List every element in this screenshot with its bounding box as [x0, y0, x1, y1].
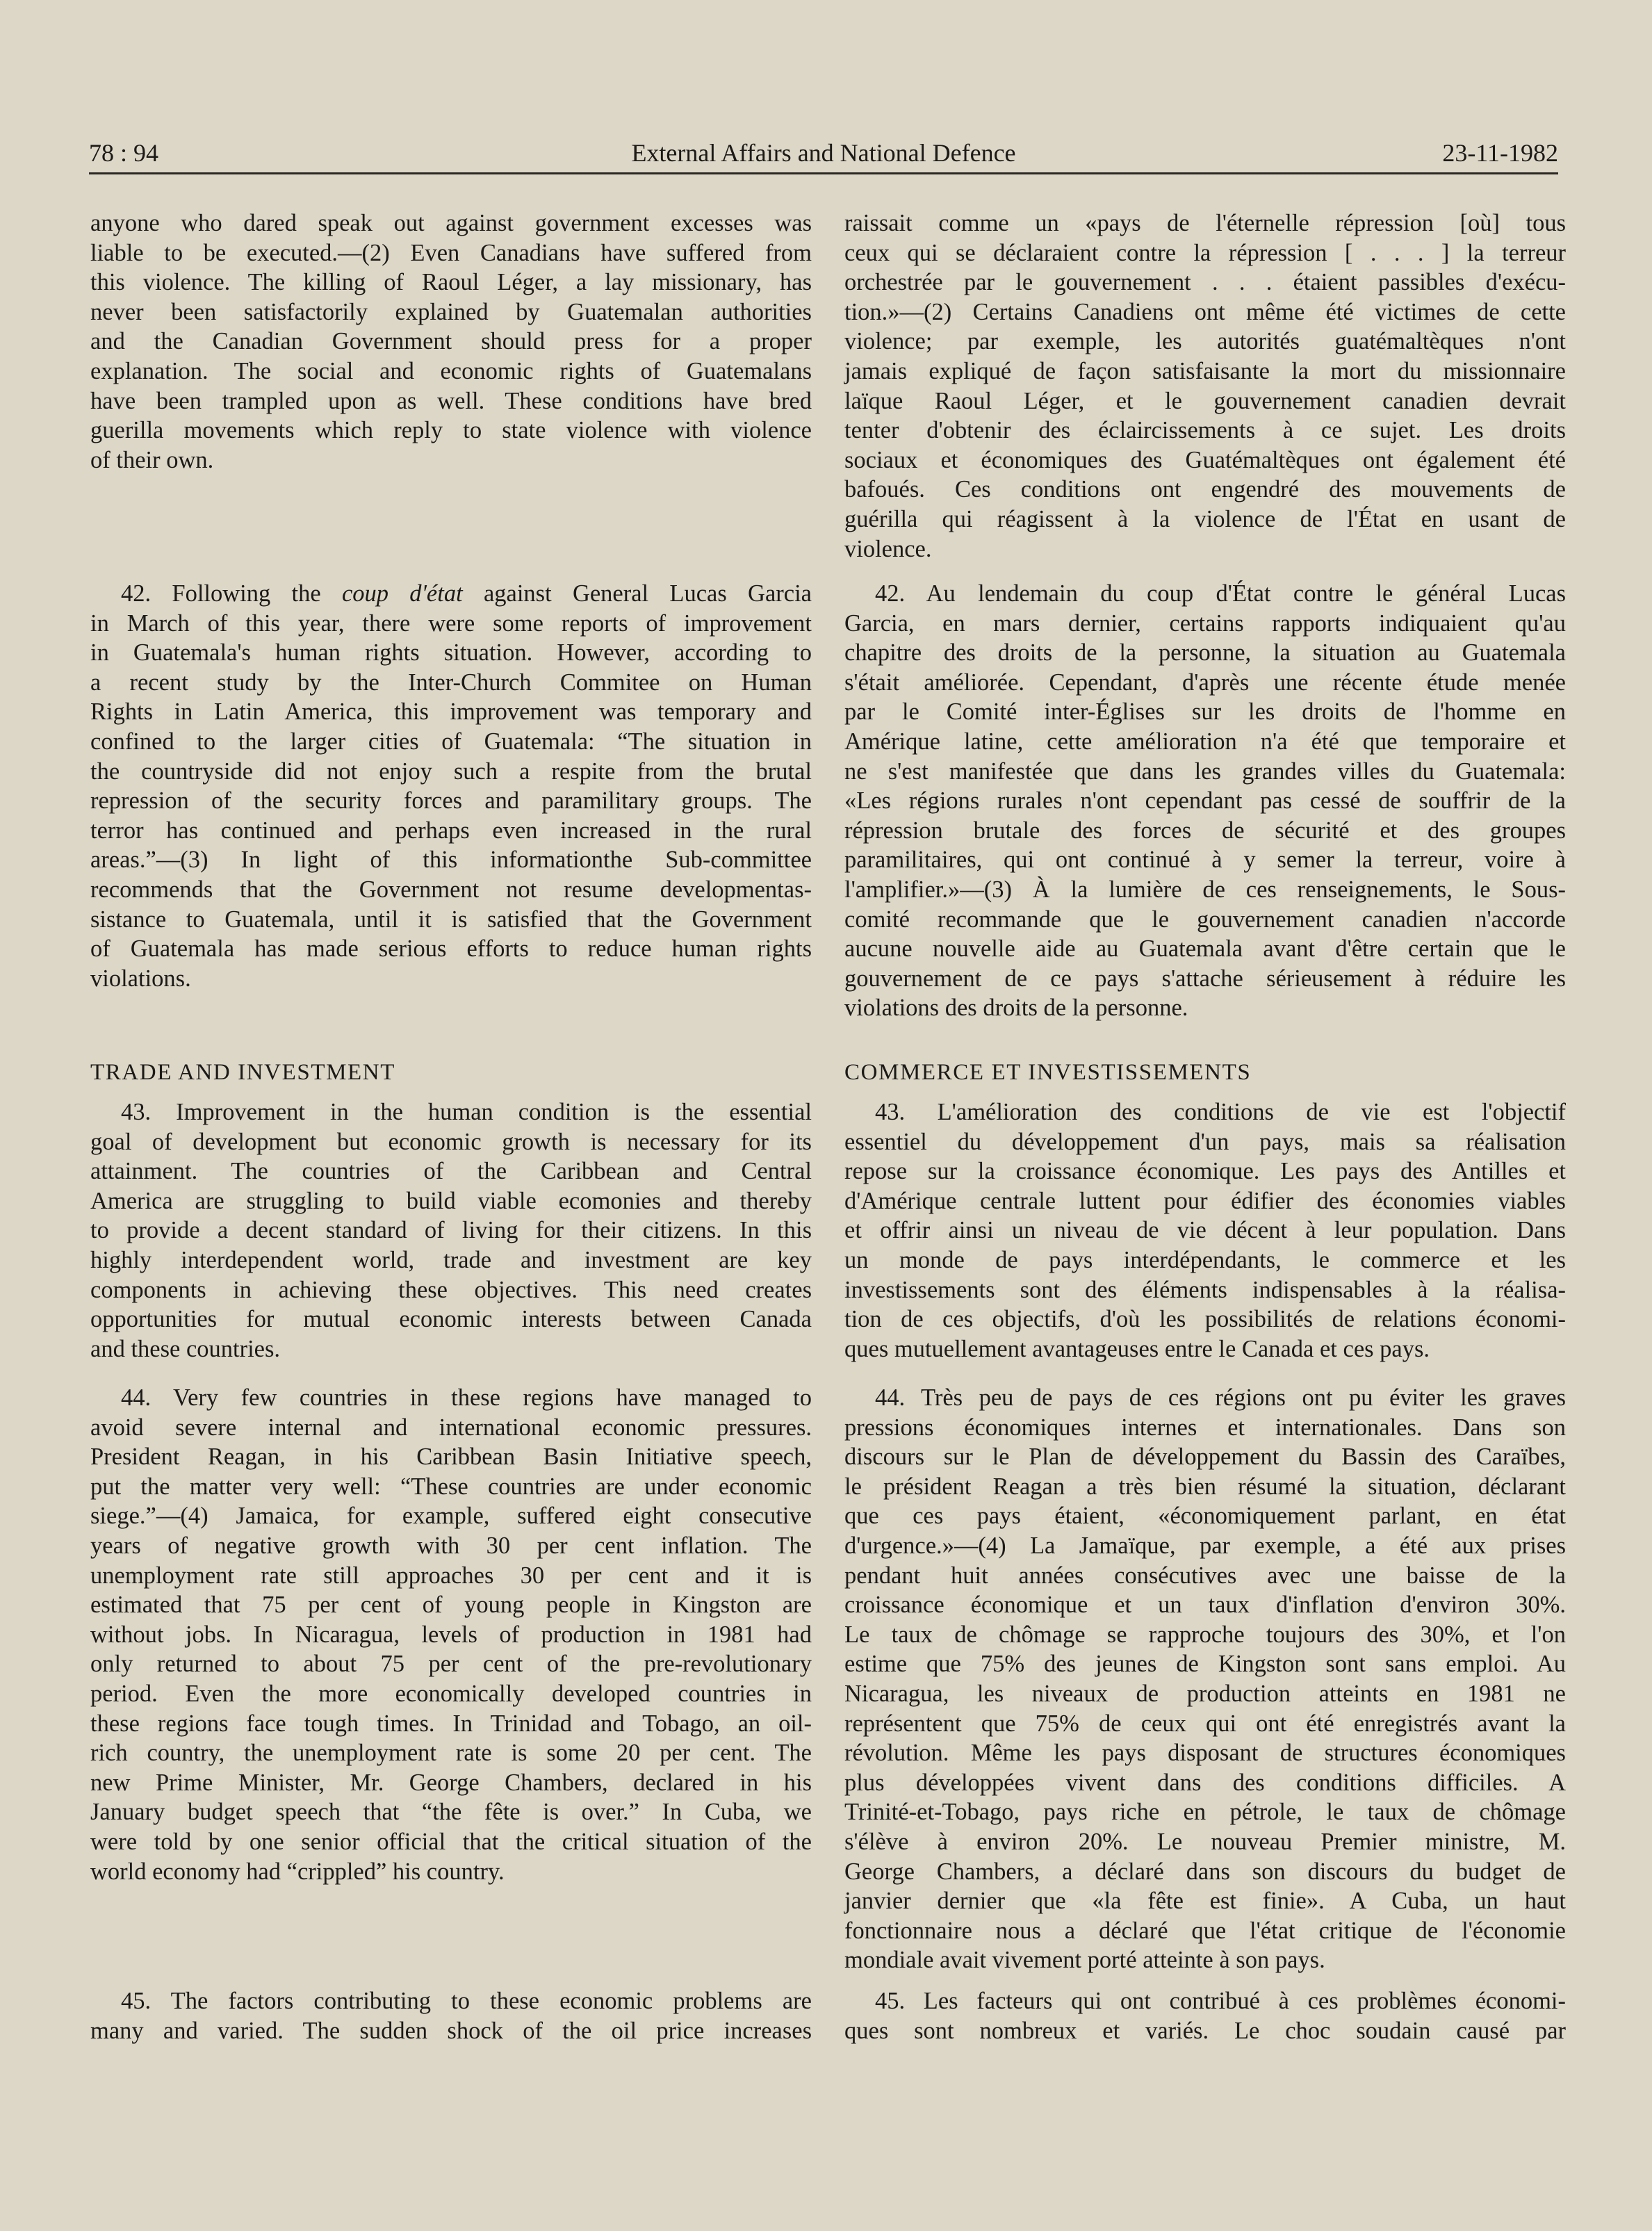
page-title: External Affairs and National Defence — [631, 139, 1016, 167]
coup-detat-italic: coup d'état — [341, 580, 463, 607]
paragraph-en-intro: anyone who dared speak out against government excesses was liable to be executed.—(2) Even Canadians have suffered from this violence. The killing of Raoul Léger, a lay missionary, has never been satisfactorily explained by Guatemalan authorities and the Canadian Government should press for a proper explanation. The social and economic rights of Guatemalans have been trampled upon as well. These conditions have bred guerilla movements which reply to state violence with violence of their own. — [90, 210, 812, 473]
paragraph-en-45: 45. The factors contributing to these economic problems are many and varied. The sudden shock of the oil price increases — [90, 1988, 812, 2044]
paragraph-fr-45: 45. Les facteurs qui ont contribué à ces problèmes économi- ques sont nombreux et variés. Le choc soudain causé par — [844, 1988, 1566, 2044]
page-reference: 78 : 94 — [89, 139, 159, 167]
paragraph-fr-43: 43. L'amélioration des conditions de vie est l'objectif essentiel du développement d'un pays, mais sa réalisation repose sur la croissance économique. Les pays des Antilles et d'Amérique centrale luttent pour édifier des économies viables et offrir ainsi un niveau de vie décent à leur population. Dans un monde de pays interdépendants, le commerce et les investissements sont des éléments indispensables à la réalisa- tion de ces objectifs, d'où les possibilités de relations économi- ques mutuellement avantageuses entre le Canada et ces pays. — [844, 1099, 1566, 1362]
section-heading-trade-en: TRADE AND INVESTMENT — [90, 1060, 395, 1085]
running-head — [89, 133, 1558, 174]
paragraph-en-44: 44. Very few countries in these regions have managed to avoid severe internal and international economic pressures. President Reagan, in his Caribbean Basin Initiative speech, put the matter very well: “These countries are under economic siege.”—(4) Jamaica, for example, suffered eight consecutive years of negative growth with 30 per cent inflation. The unemployment rate still approaches 30 per cent and it is estimated that 75 per cent of young people in Kingston are without jobs. In Nicaragua, levels of production in 1981 had only returned to about 75 per cent of the pre-revolutionary period. Even the more economically developed countries in these regions face tough times. In Trinidad and Tobago, an oil- rich country, the unemployment rate is some 20 per cent. The new Prime Minister, Mr. George Chambers, declared in his January budget speech that “the fête is over.” In Cuba, we were told by one senior official that the critical situation of the world economy had “crippled” his country. — [90, 1384, 812, 1885]
page-date: 23-11-1982 — [1442, 139, 1558, 167]
paragraph-fr-intro: raissait comme un «pays de l'éternelle répression [où] tous ceux qui se déclaraient contre la répression [ . . . ] la terreur orchestrée par le gouvernement . . . étaient passibles d'exécu- tion.»—(2) Certains Canadiens ont même été victimes de cette violence; par exemple, les autorités guatémaltèques n'ont jamais expliqué de façon satisfaisante la mort du missionnaire laïque Raoul Léger, et le gouvernement canadien devrait tenter d'obtenir des éclaircissements à ce sujet. Les droits sociaux et économiques des Guatémaltèques ont également été bafoués. Ces conditions ont engendré des mouvements de guérilla qui réagissent à la violence de l'État en usant de violence. — [844, 210, 1566, 562]
paragraph-fr-44: 44. Très peu de pays de ces régions ont pu éviter les graves pressions économiques internes et internationales. Dans son discours sur le Plan de développement du Bassin des Caraïbes, le président Reagan a très bien résumé la situation, déclarant que ces pays étaient, «économiquement parlant, en état d'urgence.»—(4) La Jamaïque, par exemple, a été aux prises pendant huit années consécutives avec une baisse de la croissance économique et un taux d'inflation d'environ 30%. Le taux de chômage se rapproche toujours des 30%, et l'on estime que 75% des jeunes de Kingston sont sans emploi. Au Nicaragua, les niveaux de production atteints en 1981 ne représentent que 75% de ceux qui ont été enregistrés avant la révolution. Même les pays disposant de structures économiques plus développées vivent dans des conditions difficiles. A Trinité-et-Tobago, pays riche en pétrole, le taux de chômage s'élève à environ 20%. Le nouveau Premier ministre, M. George Chambers, a déclaré dans son discours du budget de janvier dernier que «la fête est finie». A Cuba, un haut fonctionnaire nous a déclaré que l'état critique de l'économie mondiale avait vivement porté atteinte à son pays. — [844, 1384, 1566, 1974]
paragraph-en-42-first-line: 42. Following the coup d'état against General Lucas Garcia — [121, 580, 812, 607]
paragraph-en-43: 43. Improvement in the human condition is the essential goal of development but economic growth is necessary for its attainment. The countries of the Caribbean and Central America are struggling to build viable ecomonies and thereby to provide a decent standard of living for their citizens. In this highly interdependent world, trade and investment are key components in achieving these objectives. This need creates opportunities for mutual economic interests between Canada and these countries. — [90, 1099, 812, 1362]
paragraph-en-42: 42. Following the coup d'état against General Lucas Garcia in March of this year, there were some reports of improvement in Guatemala's human rights situation. However, according to a recent study by the Inter-Church Commitee on Human Rights in Latin America, this improvement was temporary and confined to the larger cities of Guatemala: “The situation in the countryside did not enjoy such a respite from the brutal repression of the security forces and paramilitary groups. The terror has continued and perhaps even increased in the rural areas.”—(3) In light of this informationthe Sub-committee recommends that the Government not resume developmentas- sistance to Guatemala, until it is satisfied that the Government of Guatemala has made serious efforts to reduce human rights violations. — [90, 580, 812, 992]
paragraph-fr-42: 42. Au lendemain du coup d'État contre le général Lucas Garcia, en mars dernier, certains rapports indiquaient qu'au chapitre des droits de la personne, la situation au Guatemala s'était améliorée. Cependant, d'après une récente étude menée par le Comité inter-Églises sur les droits de l'homme en Amérique latine, cette amélioration n'a été que temporaire et ne s'est manifestée que dans les grandes villes du Guatemala: «Les régions rurales n'ont cependant pas cessé de souffrir de la répression brutale des forces de sécurité et des groupes paramilitaires, qui ont continué à y semer la terreur, voire à l'amplifier.»—(3) À la lumière de ces renseignements, le Sous- comité recommande que le gouvernement canadien n'accorde aucune nouvelle aide au Guatemala avant d'être certain que le gouvernement de ce pays s'attache sérieusement à réduire les violations des droits de la personne. — [844, 580, 1566, 1022]
section-heading-trade-fr: COMMERCE ET INVESTISSEMENTS — [844, 1060, 1252, 1085]
